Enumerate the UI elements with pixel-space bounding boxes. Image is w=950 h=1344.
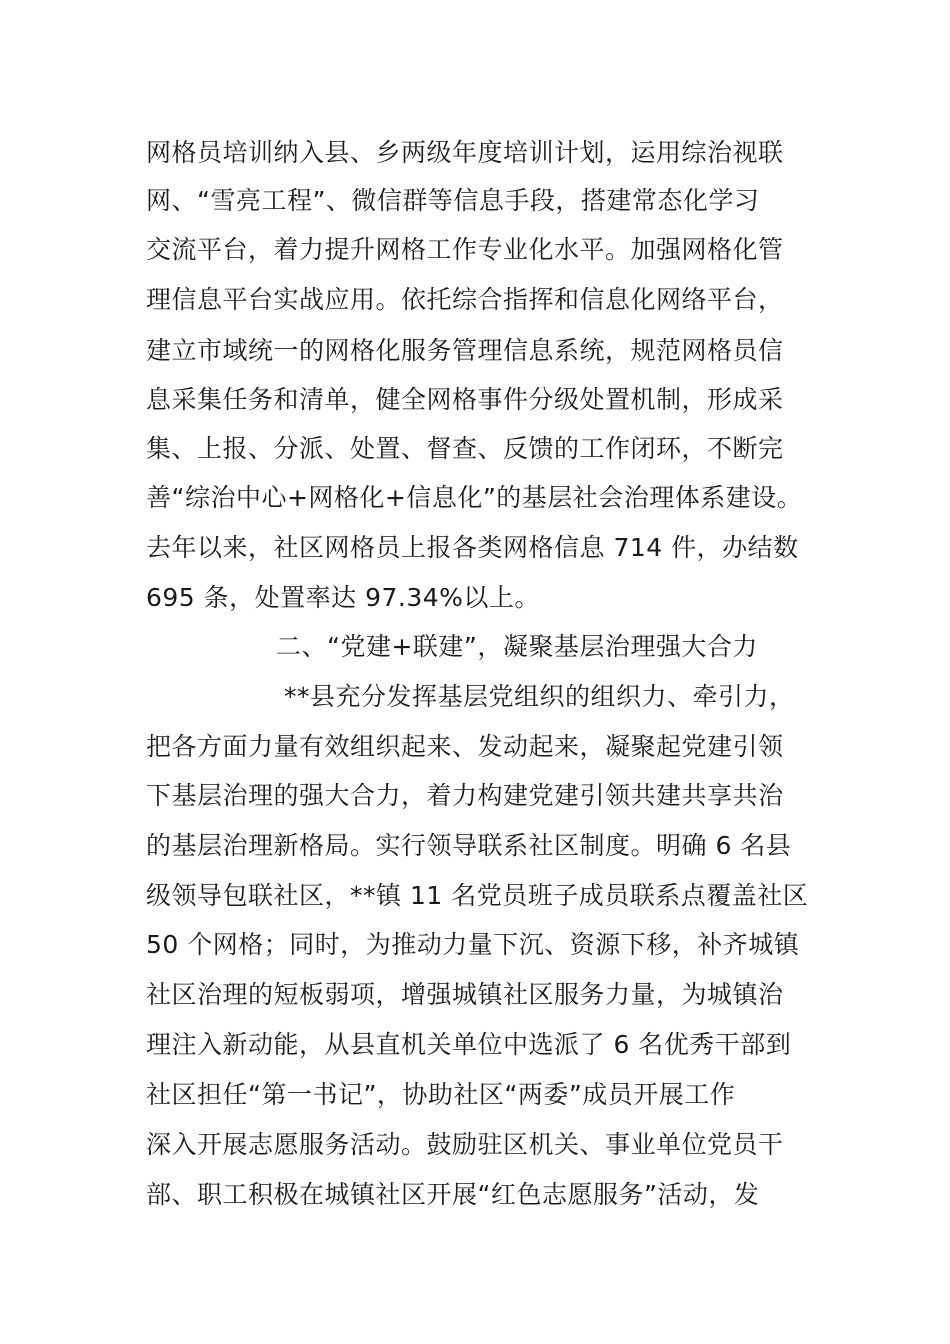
- paragraph-line: 社区治理的短板弱项，增强城镇社区服务力量，为城镇治: [146, 980, 784, 1009]
- paragraph-line: 社区担任“第一书记”，协助社区“两委”成员开展工作: [146, 1080, 736, 1109]
- paragraph-line: 下基层治理的强大合力，着力构建党建引领共建共享共治: [146, 781, 784, 810]
- paragraph-line: 级领导包联社区，**镇 11 名党员班子成员联系点覆盖社区: [146, 881, 809, 910]
- paragraph-line: 的基层治理新格局。实行领导联系社区制度。明确 6 名县: [146, 831, 792, 860]
- paragraph-line: 建立市域统一的网格化服务管理信息系统，规范网格员信: [146, 336, 784, 365]
- paragraph-line: 把各方面力量有效组织起来、发动起来，凝聚起党建引领: [146, 732, 784, 761]
- paragraph-line: 深入开展志愿服务活动。鼓励驻区机关、事业单位党员干: [146, 1130, 784, 1159]
- section-heading: 二、“党建+联建”，凝聚基层治理强大合力: [276, 632, 758, 661]
- paragraph-line: 网、“雪亮工程”、微信群等信息手段，搭建常态化学习: [146, 186, 760, 215]
- paragraph-line: 部、职工积极在城镇社区开展“红色志愿服务”活动，发: [146, 1180, 760, 1209]
- paragraph-line: 695 条，处置率达 97.34%以上。: [146, 583, 540, 612]
- paragraph-line: 理注入新动能，从县直机关单位中选派了 6 名优秀干部到: [146, 1030, 792, 1059]
- paragraph-line: 善“综治中心+网格化+信息化”的基层社会治理体系建设。: [146, 483, 803, 512]
- paragraph-line: 集、上报、分派、处置、督查、反馈的工作闭环，不断完: [146, 434, 784, 463]
- paragraph-line: 交流平台，着力提升网格工作专业化水平。加强网格化管: [146, 235, 784, 264]
- paragraph-line: 网格员培训纳入县、乡两级年度培训计划，运用综治视联: [146, 138, 784, 167]
- paragraph-line: 理信息平台实战应用。依托综合指挥和信息化网络平台，: [146, 285, 784, 314]
- paragraph-line: 息采集任务和清单，健全网格事件分级处置机制，形成采: [146, 385, 784, 414]
- paragraph-line: 50 个网格；同时，为推动力量下沉、资源下移，补齐城镇: [146, 930, 800, 959]
- paragraph-line: 去年以来，社区网格员上报各类网格信息 714 件，办结数: [146, 533, 799, 562]
- paragraph-line: **县充分发挥基层党组织的组织力、牵引力，: [284, 682, 795, 711]
